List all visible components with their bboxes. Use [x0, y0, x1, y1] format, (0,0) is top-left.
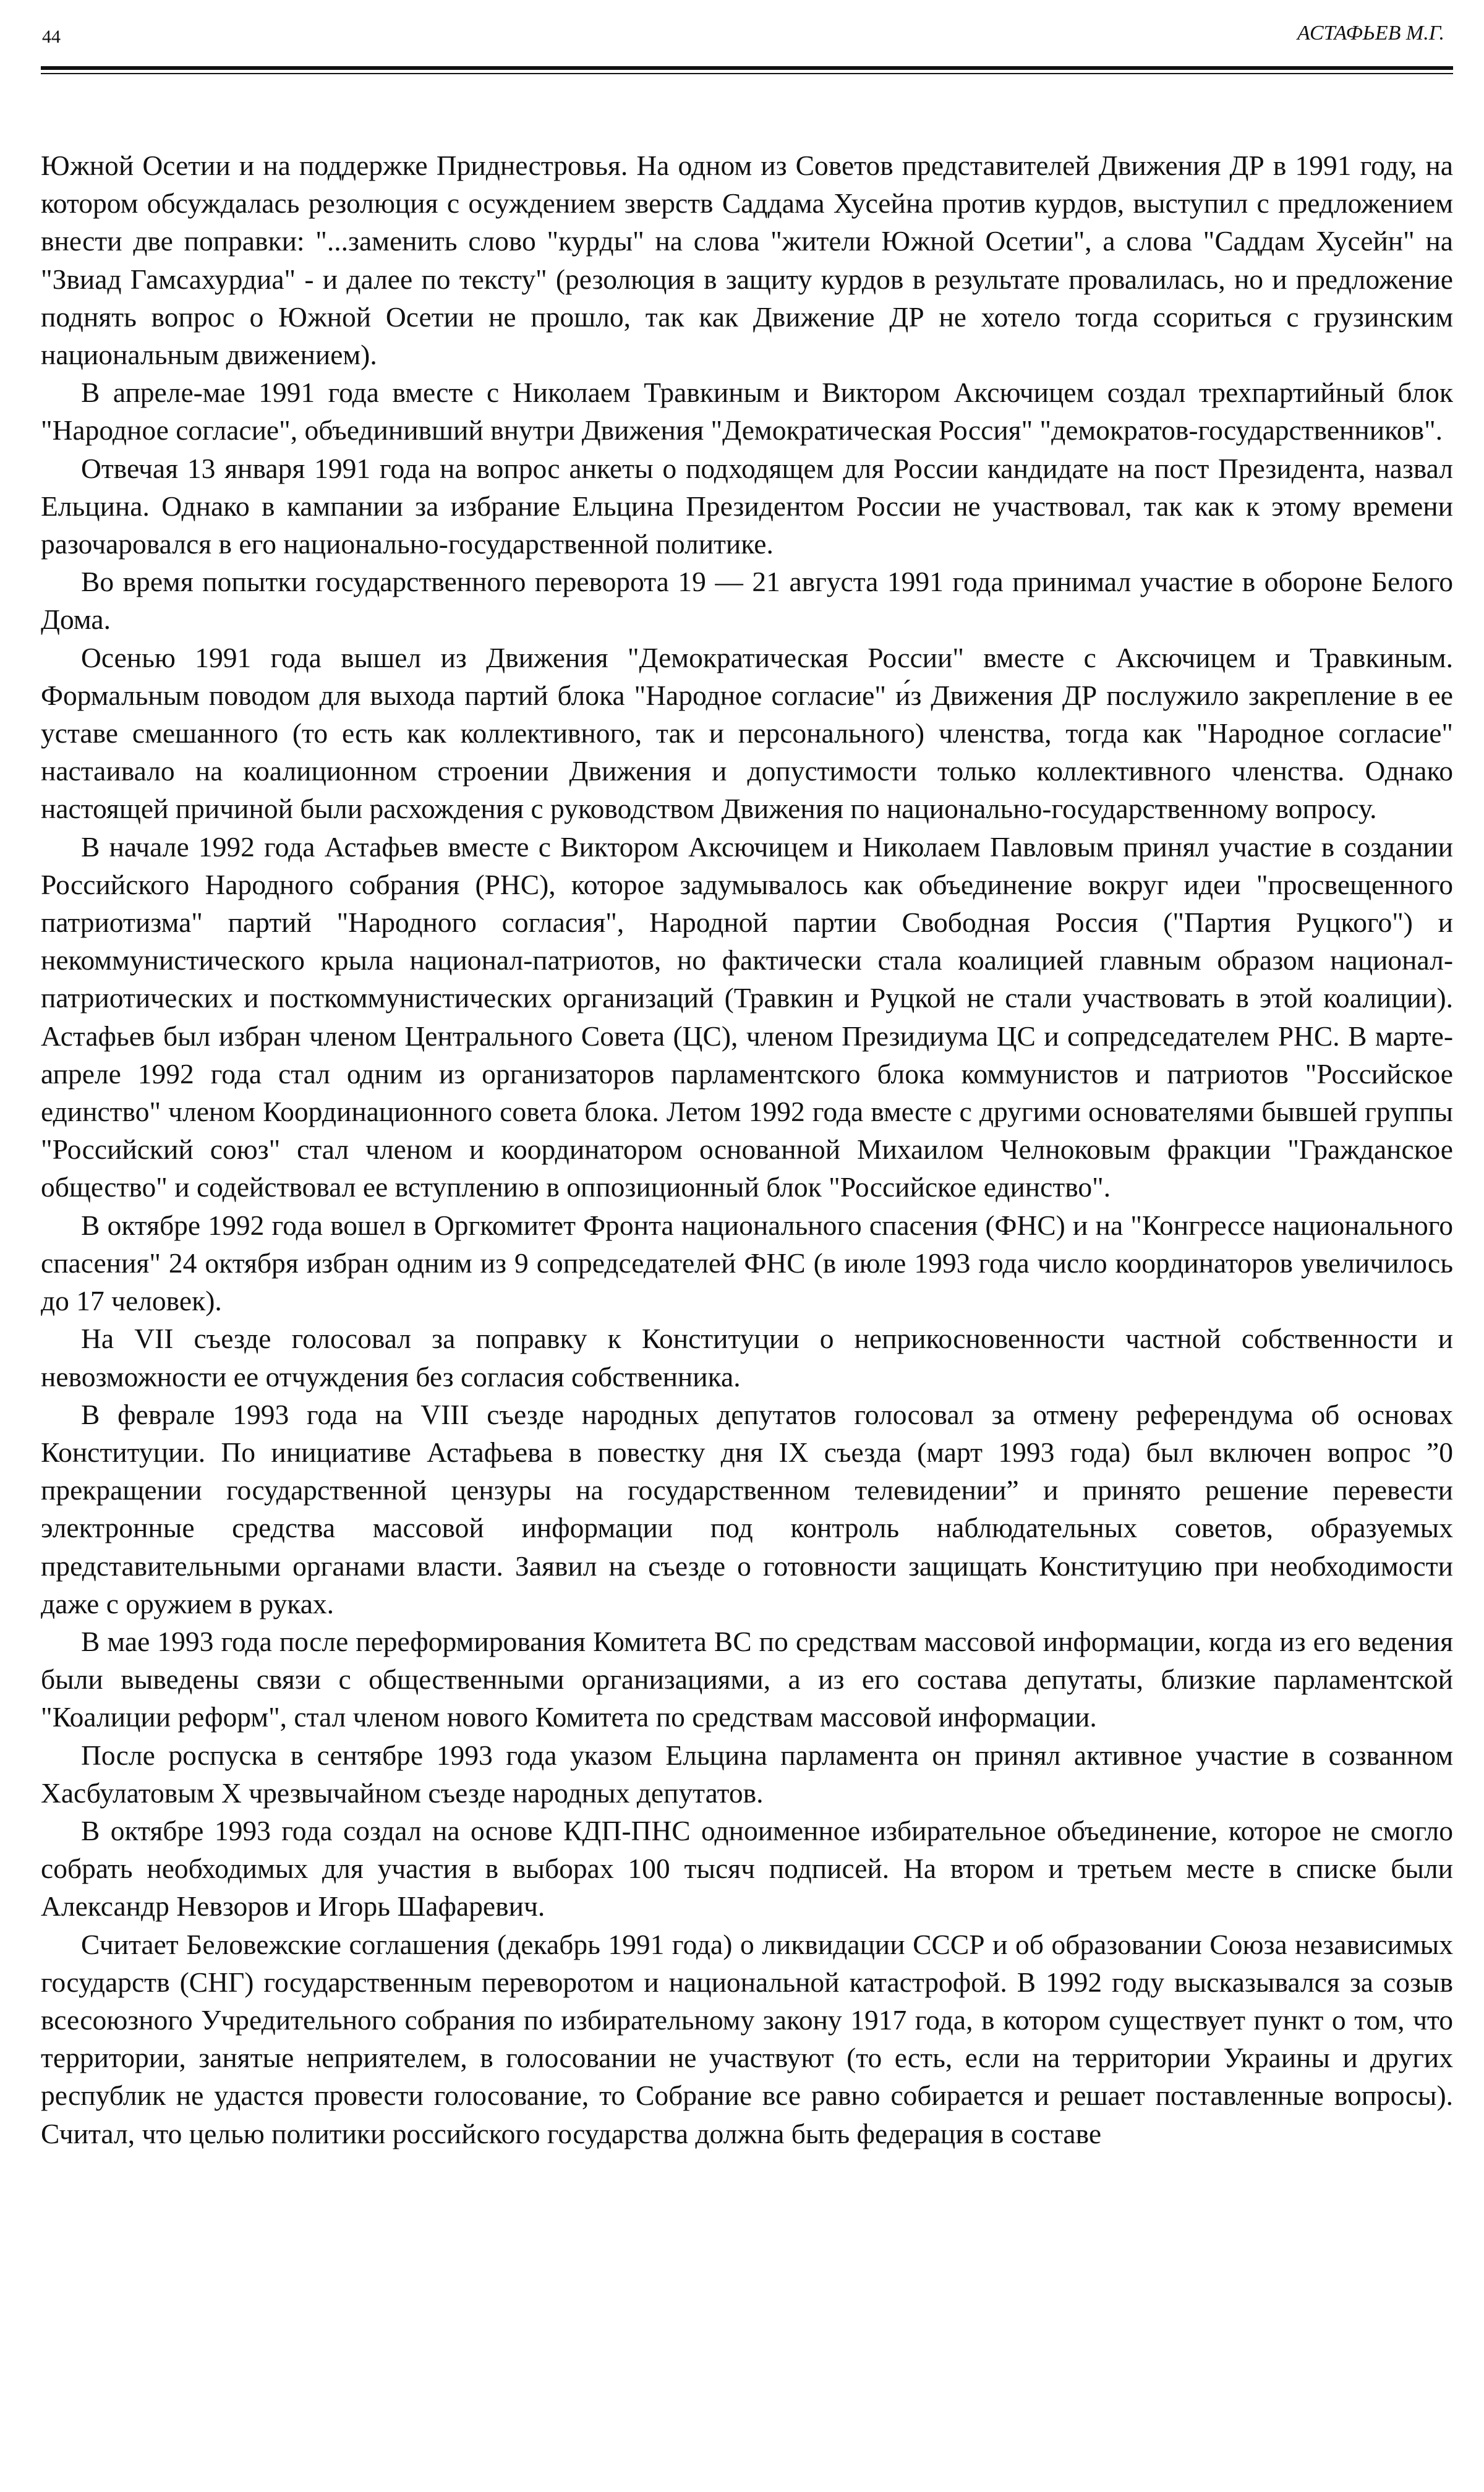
- header-rule-thick: [41, 66, 1453, 70]
- paragraph: Осенью 1991 года вышел из Движения "Демократическая России" вместе с Аксючицем и Травкиным. Формальным поводом для выхода партий блока "Народное согласие" и́з Движения ДР послужило закрепление в ее уставе смешанного (то есть как коллективного, так и персонального) членства, тогда как "Народное согласие" настаивало на коалиционном строении Движения и допустимости только коллективного членства. Однако настоящей причиной были расхождения с руководством Движения по национально-государственному вопросу.: [41, 641, 1453, 825]
- running-head: АСТАФЬЕВ М.Г.: [1297, 22, 1444, 45]
- paragraph: В феврале 1993 года на VIII съезде народных депутатов голосовал за отмену референдума об основах Конституции. По инициативе Астафьева в повестку дня IX съезда (март 1993 года) был включен вопрос ”0 прекращении государственной цензуры на государственном телевидении” и принято решение перевести электронные средства массовой информации под контроль наблюдательных советов, образуемых представительными органами власти. Заявил на съезде о готовности защищать Конституцию при необходимости даже с оружием в руках.: [41, 1398, 1453, 1619]
- paragraph: На VII съезде голосовал за поправку к Конституции о неприкосновенности частной собственности и невозможности ее отчуждения без согласия собственника.: [41, 1323, 1453, 1393]
- paragraph: В октябре 1993 года создал на основе КДП-ПНС одноименное избирательное объединение, которое не смогло собрать необходимых для участия в выборах 100 тысяч подписей. На втором и третьем месте в списке были Александр Невзоров и Игорь Шафаревич.: [41, 1814, 1453, 1922]
- paragraph: В октябре 1992 года вошел в Оргкомитет Фронта национального спасения (ФНС) и на "Конгрессе национального спасения" 24 октября избран одним из 9 сопредседателей ФНС (в июле 1993 года число координаторов увеличилось до 17 человек).: [41, 1209, 1453, 1317]
- paragraph: Отвечая 13 января 1991 года на вопрос анкеты о подходящем для России кандидате на пост Президента, назвал Ельцина. Однако в кампании за избрание Ельцина Президентом России не участвовал, так как к этому времени разочаровался в его национально-государственной политике.: [41, 452, 1453, 560]
- paragraph: Считает Беловежские соглашения (декабрь 1991 года) о ликвидации СССР и об образовании Союза независимых государств (СНГ) государственным переворотом и национальной катастрофой. В 1992 году высказывался за созыв всесоюзного Учредительного собрания по избирательному закону 1917 года, в котором существует пункт о том, что территории, занятые неприятелем, в голосовании не участвуют (то есть, если на территории Украины и других республик не удастся провести голосование, то Собрание все равно собирается и решает поставленные вопросы). Считал, что целью политики российского государства должна быть федерация в составе: [41, 1928, 1453, 2149]
- paragraph: Во время попытки государственного переворота 19 — 21 августа 1991 года принимал участие в обороне Белого Дома.: [41, 566, 1453, 636]
- paragraph: В начале 1992 года Астафьев вместе с Виктором Аксючицем и Николаем Павловым принял участие в создании Российского Народного собрания (РНС), которое задумывалось как объединение вокруг идеи "просвещенного патриотизма" партий "Народного согласия", Народной партии Свободная Россия ("Партия Руцкого") и некоммунистического крыла национал-патриотов, но фактически стала коалицией главным образом национал-патриотических и посткоммунистических организаций (Травкин и Руцкой не стали участвовать в этой коалиции). Астафьев был избран членом Центрального Совета (ЦС), членом Президиума ЦС и сопредседателем РНС. В марте-апреле 1992 года стал одним из организаторов парламентского блока коммунистов и патриотов "Российское единство" членом Координационного совета блока. Летом 1992 года вместе с другими основателями бывшей группы "Российский союз" стал членом и координатором основанной Михаилом Челноковым фракции "Гражданское общество" и содействовал ее вступлению в оппозиционный блок "Российское единство".: [41, 830, 1453, 1203]
- page-number: 44: [42, 27, 61, 47]
- paragraph: После роспуска в сентябре 1993 года указом Ельцина парламента он принял активное участие в созванном Хасбулатовым X чрезвычайном съезде народных депутатов.: [41, 1739, 1453, 1809]
- paragraph: В апреле-мае 1991 года вместе с Николаем Травкиным и Виктором Аксючицем создал трехпартийный блок "Народное согласие", объединивший внутри Движения "Демократическая Россия" "демократов-государственников".: [41, 377, 1453, 446]
- paragraph: Южной Осетии и на поддержке Приднестровья. На одном из Советов представителей Движения ДР в 1991 году, на котором обсуждалась резолюция с осуждением зверств Саддама Хусейна против курдов, выступил с предложением внести две поправки: "...заменить слово "курды" на слова "жители Южной Осетии", а слова "Саддам Хусейн" на "Звиад Гамсахурдиа" - и далее по тексту" (резолюция в защиту курдов в результате провалилась, но и предложение поднять вопрос о Южной Осетии не прошло, так как Движение ДР не хотело тогда ссориться с грузинским национальным движением).: [41, 150, 1453, 371]
- header-rule-thin: [41, 73, 1453, 74]
- paragraph: В мае 1993 года после переформирования Комитета ВС по средствам массовой информации, когда из его ведения были выведены связи с общественными организациями, а из его состава депутаты, близкие парламентской "Коалиции реформ", стал членом нового Комитета по средствам массовой информации.: [41, 1625, 1453, 1733]
- body-text: [41, 147, 1453, 2153]
